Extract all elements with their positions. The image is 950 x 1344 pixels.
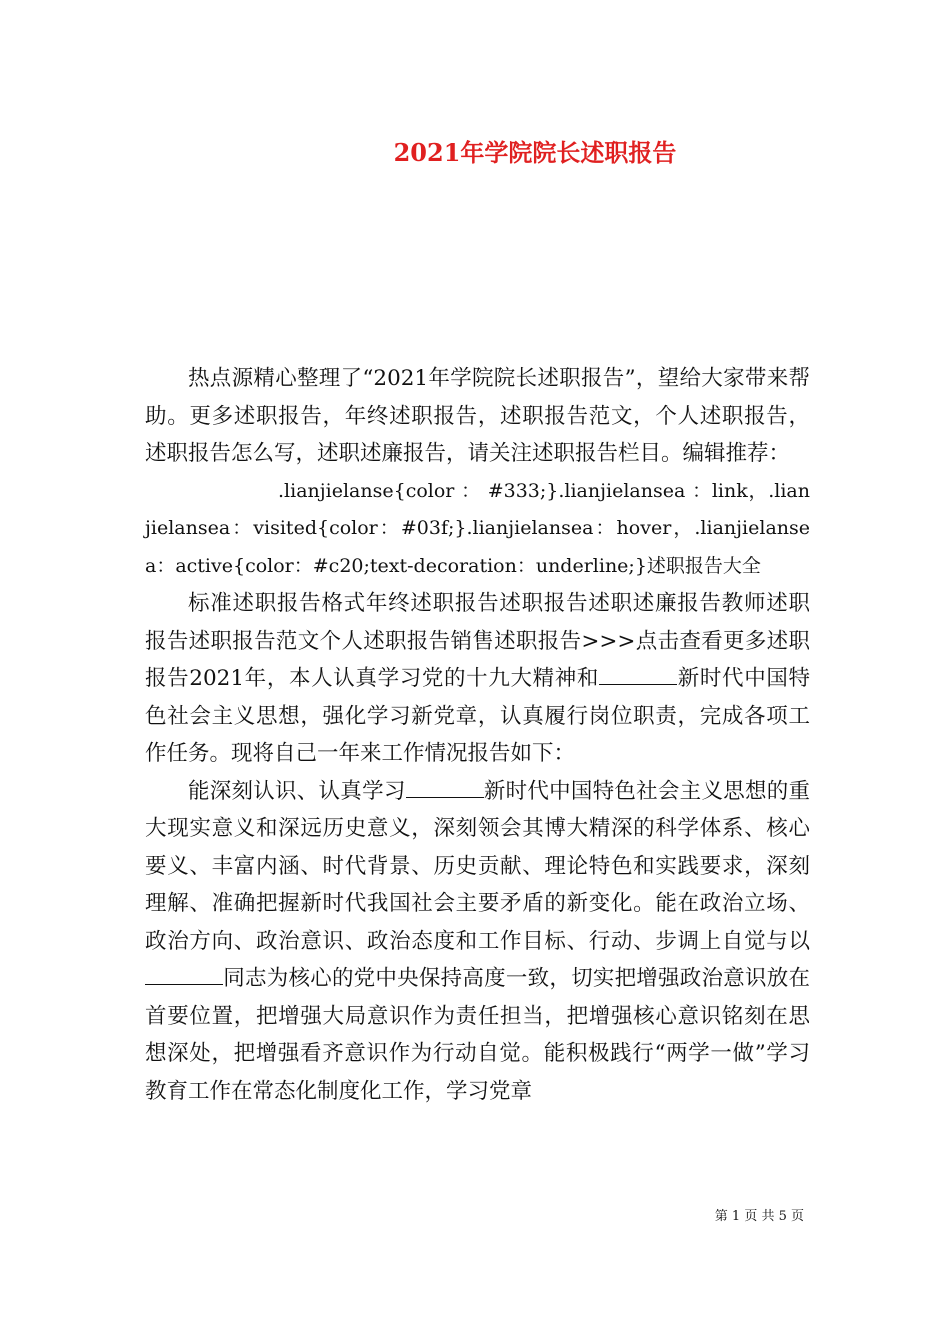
document-title: 2021年学院院长述职报告 (393, 138, 677, 167)
paragraph-2-part-a: 标准述职报告格式年终述职报告述职报告述职述廉报告教师述职报告述职报告范文个人述职报告销售述职报告>>>点击查看更多述职报告2021年，本人认真学习党的十九大精神和 (145, 591, 810, 691)
intro-paragraph: 热点源精心整理了“2021年学院院长述职报告”，望给大家带来帮助。更多述职报告，年终述职报告，述职报告范文，个人述职报告，述职报告怎么写，述职述廉报告，请关注述职报告栏目。编辑推荐： (145, 366, 810, 466)
document-body (145, 360, 810, 1110)
paragraph-3-part-c: 同志为核心的党中央保持高度一致，切实把增强政治意识放在首要位置，把增强大局意识作为责任担当，把增强核心意识铭刻在思想深处，把增强看齐意识作为行动自觉。能积极践行“两学一做”学习教育工作在常态化制度化工作，学习党章 (145, 966, 810, 1104)
blank-underline (145, 964, 223, 985)
blank-underline (599, 664, 677, 685)
paragraph-3 (145, 773, 810, 1111)
paragraph-3-part-a: 能深刻认识、认真学习 (188, 778, 406, 804)
blank-underline (406, 777, 484, 798)
paragraph-2-part-b: 新时代中国特色社会主义思想，强化学习新党章，认真履行岗位职责，完成各项工作任务。现将自己一年来工作情况报告如下： (145, 666, 810, 766)
paragraph-2 (145, 585, 810, 773)
paragraph-3-part-b: 新时代中国特色社会主义思想的重大现实意义和深远历史意义，深刻领会其博大精深的科学体系、核心要义、丰富内涵、时代背景、历史贡献、理论特色和实践要求，深刻理解、准确把握新时代我国社会主要矛盾的新变化。能在政治立场、政治方向、政治意识、政治态度和工作目标、行动、步调上自觉与以 (145, 778, 810, 954)
css-text-paragraph: .lianjielanse{color ： #333;}.lianjielansea ：link，.lianjielansea：visited{color：#03f;}.lianjielansea：hover，.lianjielansea：active{color：#c20;text-decoration：underline;}述职报告大全 (145, 479, 810, 577)
page-footer: 第 1 页 共 5 页 (714, 1209, 804, 1224)
